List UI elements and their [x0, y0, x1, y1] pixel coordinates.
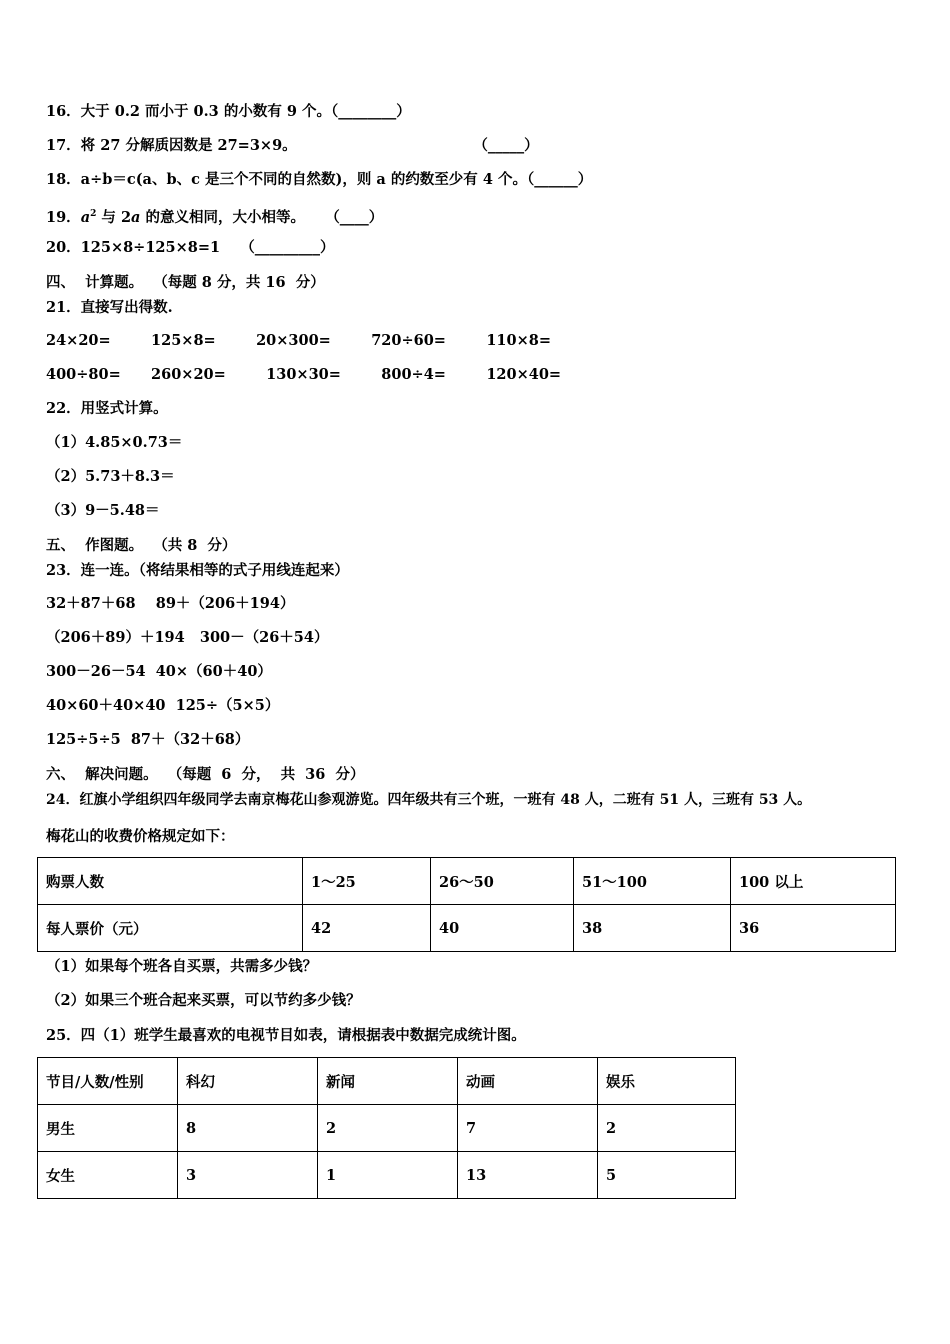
table-cell: 38 [574, 905, 731, 952]
table-row [38, 1152, 736, 1199]
question-24-2: （2）如果三个班合起来买票，可以节约多少钱？ [46, 992, 361, 1009]
table-cell: 1 [318, 1152, 458, 1199]
question-24: 24．红旗小学组织四年级同学去南京梅花山参观游览。四年级共有三个班，一班有 48 人，二班有 51 人，三班有 53 人。 [46, 792, 812, 808]
section-4-heading: 四、 计算题。 （每题 8 分，共 16 分） [46, 274, 325, 291]
question-20: 20．125×8÷125×8=1 （_________） [46, 239, 335, 256]
question-19-variable: a [80, 208, 91, 226]
table-cell: 1～25 [303, 858, 431, 905]
table-cell: 40 [431, 905, 574, 952]
question-19 [46, 204, 383, 228]
table-row [38, 858, 896, 905]
table-cell: 娱乐 [598, 1058, 736, 1105]
question-19-number: 19． [46, 208, 81, 226]
question-19-rest: 的意义相同，大小相等。 （____） [140, 208, 384, 226]
question-23-row-4: 40×60＋40×40 125÷（5×5） [46, 697, 280, 714]
section-5-heading: 五、 作图题。 （共 8 分） [46, 537, 237, 554]
table-row [38, 1058, 736, 1105]
section-6-heading: 六、 解决问题。 （每题 6 分， 共 36 分） [46, 766, 365, 783]
question-23-row-5: 125÷5÷5 87＋（32＋68） [46, 731, 250, 748]
table-cell: 2 [318, 1105, 458, 1152]
question-24-intro: 梅花山的收费价格规定如下： [46, 828, 235, 845]
table-cell: 女生 [38, 1152, 178, 1199]
question-22-1: （1）4.85×0.73＝ [46, 434, 183, 451]
table-cell: 2 [598, 1105, 736, 1152]
table-cell: 新闻 [318, 1058, 458, 1105]
table-cell: 51～100 [574, 858, 731, 905]
table-cell: 26～50 [431, 858, 574, 905]
table-cell: 购票人数 [38, 858, 303, 905]
table-cell: 100 以上 [731, 858, 896, 905]
question-21: 21．直接写出得数. [46, 299, 173, 316]
table-cell: 5 [598, 1152, 736, 1199]
table-cell: 每人票价（元） [38, 905, 303, 952]
table-cell: 动画 [458, 1058, 598, 1105]
table-cell: 节目/人数/性别 [38, 1058, 178, 1105]
question-22: 22．用竖式计算。 [46, 400, 168, 417]
tv-table [37, 1057, 736, 1199]
table-cell: 42 [303, 905, 431, 952]
question-19-exponent: 2 [90, 209, 97, 219]
question-21-row-2: 400÷80= 260×20= 130×30= 800÷4= 120×40= [46, 366, 562, 383]
question-23: 23．连一连。（将结果相等的式子用线连起来） [46, 562, 349, 579]
question-22-2: （2）5.73＋8.3＝ [46, 468, 175, 485]
question-25: 25．四（1）班学生最喜欢的电视节目如表，请根据表中数据完成统计图。 [46, 1027, 526, 1044]
question-23-row-1: 32＋87＋68 89＋（206＋194） [46, 595, 295, 612]
table-row [38, 905, 896, 952]
question-17: 17．将 27 分解质因数是 27=3×9。 （_____） [46, 137, 539, 154]
table-cell: 7 [458, 1105, 598, 1152]
question-21-row-1: 24×20= 125×8= 20×300= 720÷60= 110×8= [46, 332, 551, 349]
question-18: 18．a÷b＝c(a、b、c 是三个不同的自然数)，则 a 的约数至少有 4 个。（______） [46, 171, 593, 188]
table-row [38, 1105, 736, 1152]
question-24-1: （1）如果每个班各自买票，共需多少钱？ [46, 958, 318, 975]
table-cell: 3 [178, 1152, 318, 1199]
table-cell: 男生 [38, 1105, 178, 1152]
table-cell: 科幻 [178, 1058, 318, 1105]
question-23-row-3: 300－26－54 40×（60＋40） [46, 663, 272, 680]
table-cell: 36 [731, 905, 896, 952]
question-19-middle: 与 2 [96, 208, 132, 226]
question-23-row-2: （206＋89）＋194 300－（26＋54） [46, 629, 329, 646]
question-22-3: （3）9－5.48＝ [46, 502, 160, 519]
question-16: 16．大于 0.2 而小于 0.3 的小数有 9 个。（________） [46, 103, 411, 120]
table-cell: 13 [458, 1152, 598, 1199]
table-cell: 8 [178, 1105, 318, 1152]
price-table [37, 857, 896, 952]
question-19-variable-2: a [131, 208, 141, 226]
